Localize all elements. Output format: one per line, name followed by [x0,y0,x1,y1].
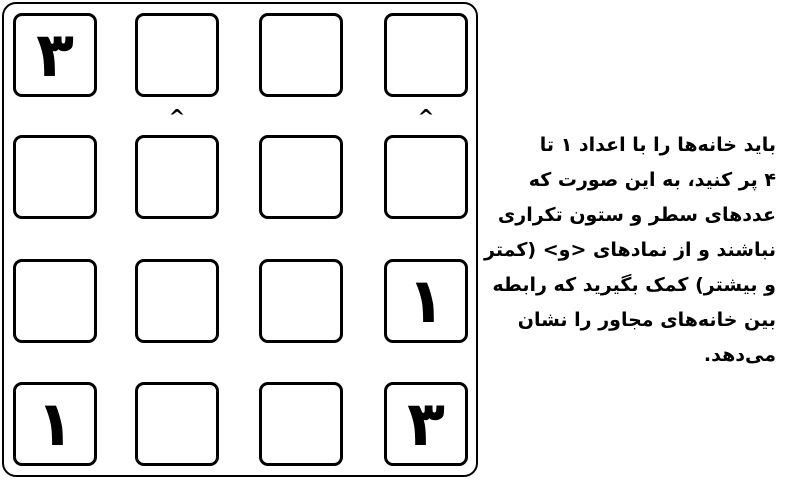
grid-cell-r4-c2[interactable] [135,382,219,466]
instruction-line: و بیشتر) کمک بگیرید که رابطه [492,274,776,296]
grid-cell-r2-c2[interactable] [135,135,219,219]
grid-cell-r3-c3[interactable] [259,259,343,343]
grid-cell-r1-c4[interactable] [384,13,468,97]
grid-cell-r1-c2[interactable] [135,13,219,97]
puzzle-board [2,2,478,477]
grid-cell-r2-c1[interactable] [13,135,97,219]
grid-cell-r2-c4[interactable] [384,135,468,219]
grid-cell-r3-c1[interactable] [13,259,97,343]
instruction-line: می‌دهد. [703,344,776,366]
instruction-line: ۴ پر کنید، به این صورت که [528,169,776,191]
grid-cell-r3-c2[interactable] [135,259,219,343]
comparison-sign: ^ [168,105,186,129]
instruction-line: بین خانه‌های مجاور را نشان [517,309,776,331]
cell-value: ۱ [36,387,74,460]
grid-cell-r1-c1[interactable] [13,13,97,97]
grid-cell-r2-c3[interactable] [259,135,343,219]
grid-cell-r4-c4[interactable] [384,382,468,466]
grid-cell-r1-c3[interactable] [259,13,343,97]
instruction-line: عددهای سطر و ستون تکراری [497,204,776,226]
cell-value: ۳ [407,387,445,460]
grid-cell-r4-c1[interactable] [13,382,97,466]
grid-cell-r3-c4[interactable] [384,259,468,343]
cell-value: ۱ [407,264,445,337]
grid-cell-r4-c3[interactable] [259,382,343,466]
comparison-sign: ^ [417,105,435,129]
instructions-text [484,128,776,373]
instruction-line: باید خانه‌ها را با اعداد ۱ تا [539,134,776,156]
instruction-line: نباشند و از نمادهای <و> (کمتر [484,239,776,261]
cell-value: ۳ [36,18,74,91]
